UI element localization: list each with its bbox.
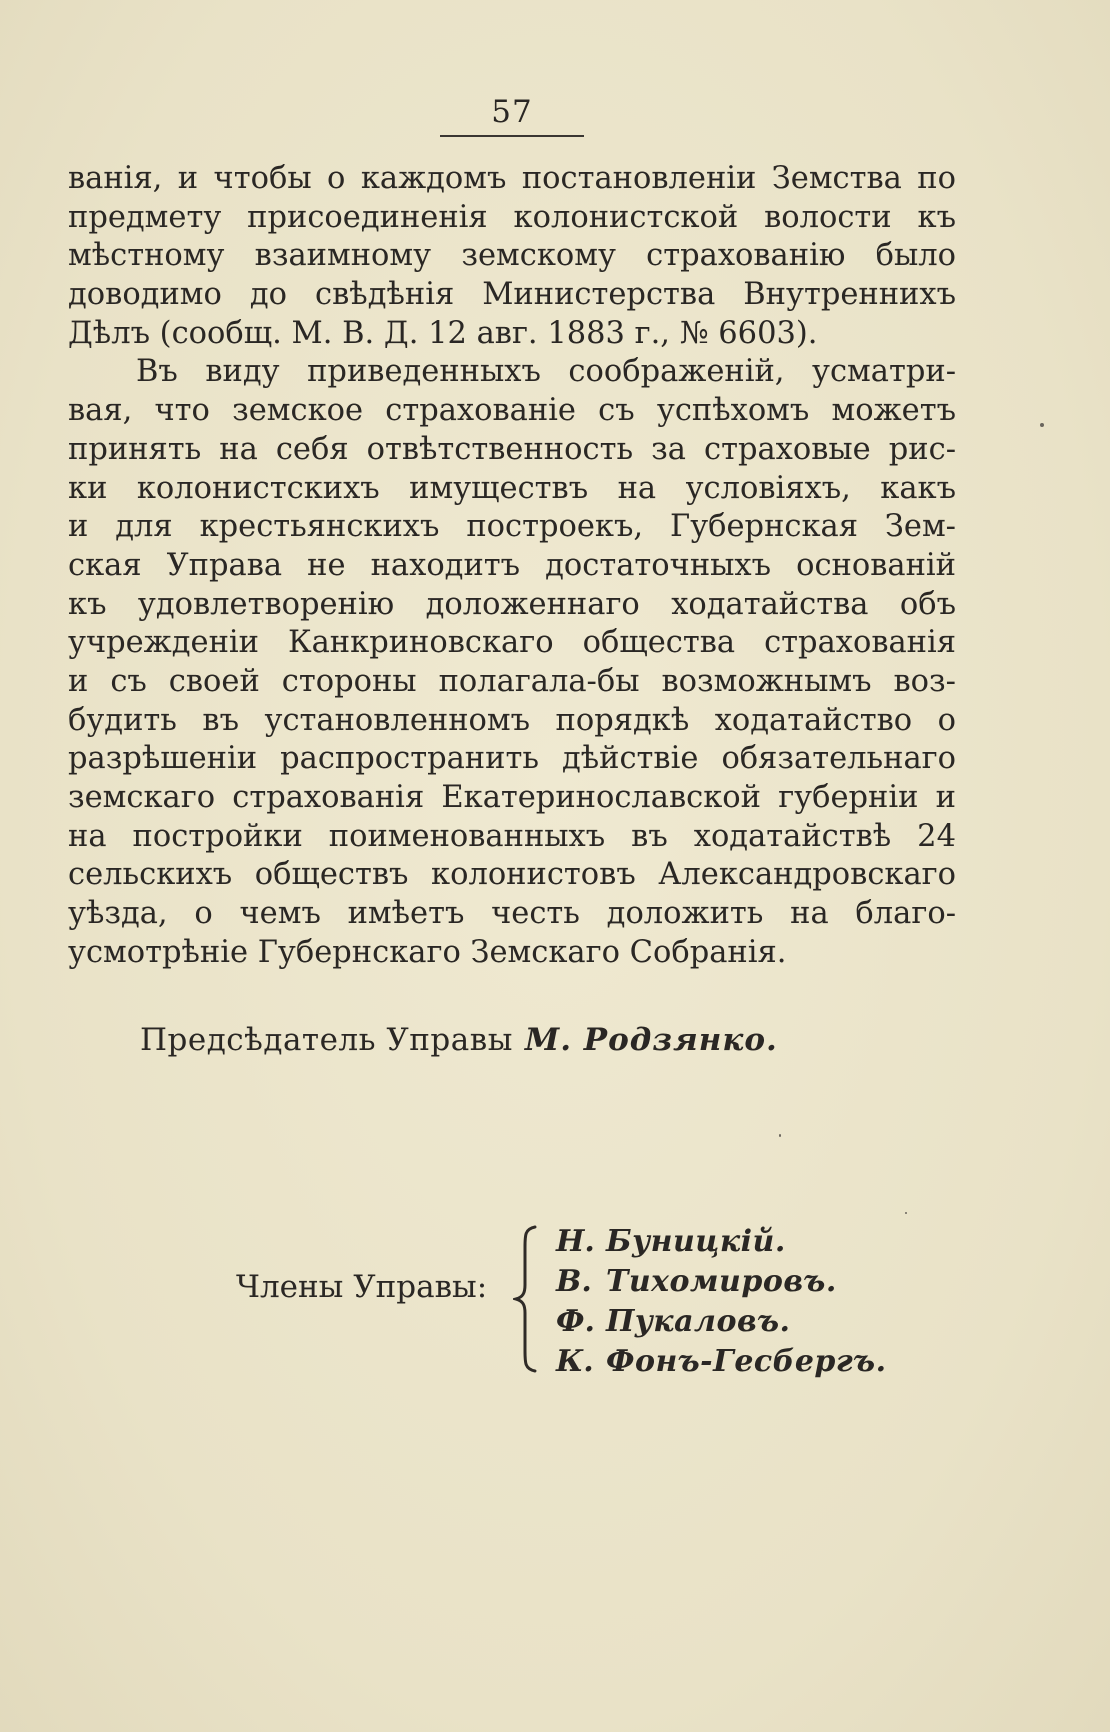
text-line: доводимо до свѣдѣнія Министерства Внутреннихъ (68, 277, 956, 313)
member-entry (556, 1262, 887, 1302)
text-line: учрежденіи Канкриновскаго общества страхованія (68, 625, 956, 661)
text-line: вая, что земское страхованіе съ успѣхомъ можетъ (68, 393, 956, 429)
text-line: мѣстному взаимному земскому страхованію было (68, 238, 956, 274)
member-surname: Тихомировъ. (606, 1264, 837, 1299)
text-line: сельскихъ обществъ колонистовъ Александровскаго (68, 857, 956, 893)
text-line: земскаго страхованія Екатеринославской губерніи и (68, 780, 956, 815)
page-number-rule (440, 135, 584, 137)
member-entry (556, 1302, 887, 1342)
text-line: и съ своей стороны полагала-бы возможнымъ воз- (68, 663, 956, 699)
paper-speck (779, 1134, 781, 1137)
text-line: и для крестьянскихъ построекъ, Губернская Зем- (68, 509, 956, 545)
chairman-name: М. Родзянко. (524, 1022, 778, 1058)
text-line: ванія, и чтобы о каждомъ постановленіи Земства по (68, 161, 956, 196)
text-line: усмотрѣніе Губернскаго Земскаго Собранія. (68, 934, 787, 970)
body-text (68, 160, 956, 972)
text-line: Дѣлъ (сообщ. М. В. Д. 12 авг. 1883 г., № 6603). (68, 315, 818, 351)
chairman-signature-line (140, 1022, 778, 1058)
member-entry (556, 1342, 887, 1382)
member-initial: Н. (556, 1224, 595, 1259)
paper-speck (1040, 423, 1044, 427)
paper-speck (905, 1212, 907, 1214)
text-line: уѣзда, о чемъ имѣетъ честь доложить на благо- (68, 896, 956, 932)
text-line: къ удовлетворенію доложеннаго ходатайства объ (68, 586, 956, 622)
text-line: ки колонистскихъ имуществъ на условіяхъ, какъ (68, 470, 956, 506)
member-surname: Фонъ-Гесбергъ. (606, 1344, 887, 1379)
member-initial: В. (556, 1264, 592, 1299)
curly-brace (513, 1225, 543, 1373)
page-number: 57 (491, 94, 533, 130)
member-initial: К. (556, 1344, 594, 1379)
text-line: на постройки поименованныхъ въ ходатайствѣ 24 (68, 818, 956, 854)
member-surname: Буницкій. (606, 1224, 786, 1259)
members-list (556, 1222, 887, 1382)
text-line: предмету присоединенія колонистской волости къ (68, 199, 956, 235)
member-surname: Пукаловъ. (606, 1304, 791, 1339)
member-initial: Ф. (556, 1304, 595, 1339)
paragraph-start-line: Въ виду приведенныхъ соображеній, усматри- (136, 354, 956, 390)
text-line: ская Управа не находитъ достаточныхъ основаній (68, 547, 956, 583)
chairman-title: Предсѣдатель Управы (140, 1022, 513, 1058)
text-line: разрѣшеніи распространить дѣйствіе обязательнаго (68, 741, 956, 777)
member-entry (556, 1222, 887, 1262)
members-label: Члены Управы: (236, 1269, 488, 1305)
text-line: будить въ установленномъ порядкѣ ходатайство о (68, 702, 956, 738)
text-line: принять на себя отвѣтственность за страховые рис- (68, 431, 956, 467)
